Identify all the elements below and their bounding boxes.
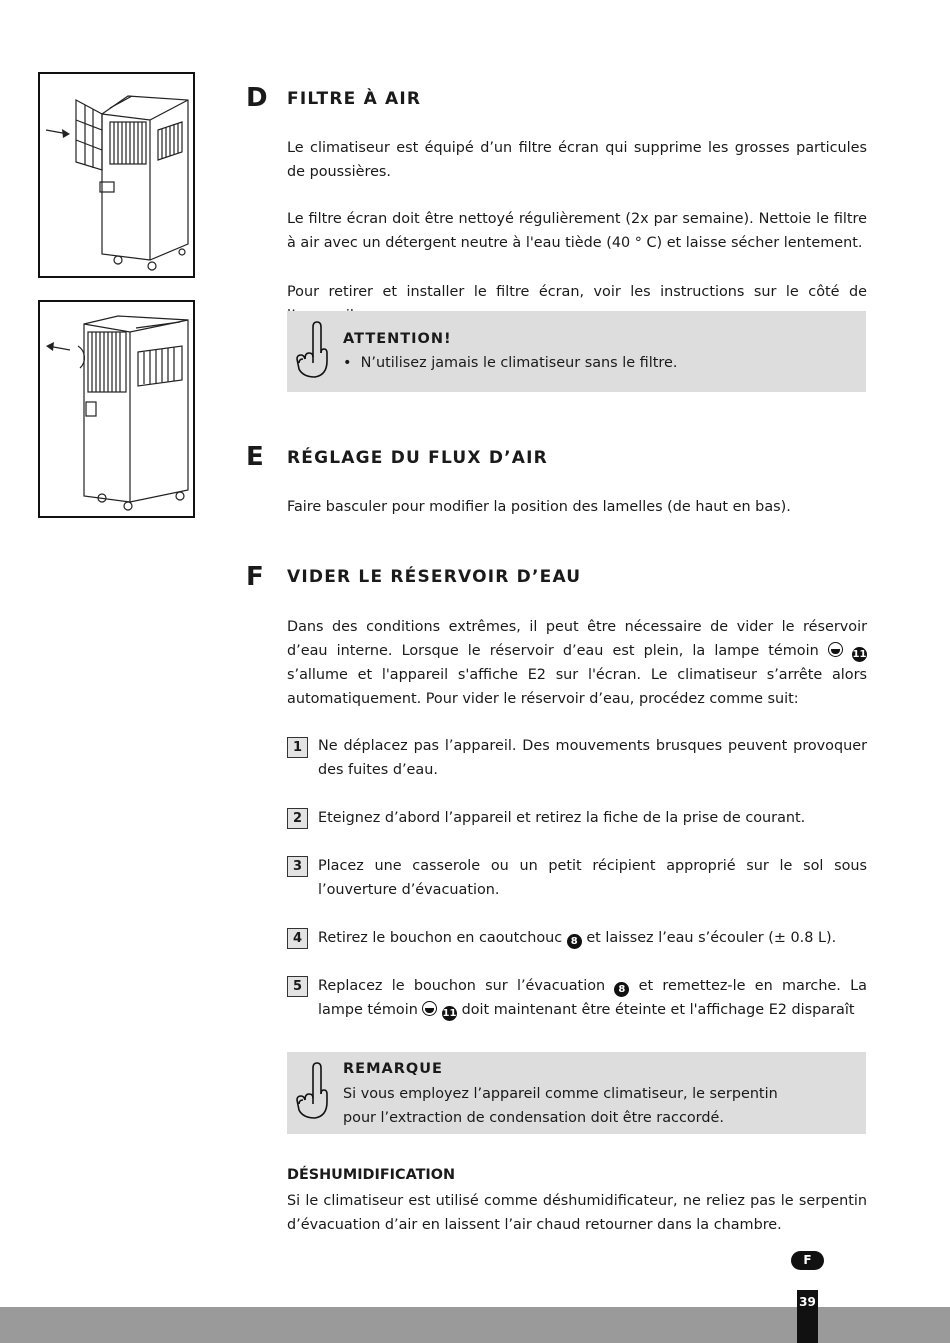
language-badge: F: [791, 1251, 824, 1270]
attention-title: ATTENTION!: [343, 331, 452, 347]
section-letter-f: F: [246, 562, 264, 592]
step-text: Placez une casserole ou un petit récipient approprié sur le sol sous l’ouverture d’évacuation.: [318, 858, 867, 898]
figure-filter-back: [38, 300, 195, 518]
remark-text: Si vous employez l’appareil comme climatiseur, le serpentin pour l’extraction de condensation doit être raccordé.: [343, 1086, 778, 1126]
paragraph-intro: [287, 615, 867, 711]
page-number: 39: [797, 1290, 818, 1343]
reference-number: 8: [614, 982, 629, 997]
section-title-f: VIDER LE RÉSERVOIR D’EAU: [287, 567, 582, 587]
reference-number: 11: [852, 649, 867, 660]
reference-number: 8: [567, 934, 582, 949]
attention-text: N’utilisez jamais le climatiseur sans le filtre.: [360, 355, 678, 371]
step-text-a: Retirez le bouchon en caoutchouc: [318, 930, 563, 946]
reference-number: 11: [442, 1008, 457, 1019]
step-text-b: et remettez-le en marche. La lampe témoin: [318, 978, 867, 1018]
bullet: •: [343, 355, 352, 371]
attention-box: [287, 311, 866, 392]
section-letter-e: E: [246, 442, 264, 472]
remark-box: [287, 1052, 866, 1134]
intro-text-a: Dans des conditions extrêmes, il peut être nécessaire de vider le réservoir d’eau interne. Lorsque le réservoir d’eau est plein, la lampe témoin: [287, 619, 867, 659]
intro-text-b: s’allume et l'appareil s'affiche E2 sur l'écran. Le climatiseur s’arrête alors automatiquement. Pour vider le réservoir d’eau, procédez comme suit:: [287, 667, 867, 707]
remark-title: REMARQUE: [343, 1061, 443, 1077]
step-text: [318, 926, 867, 950]
attention-item: [343, 351, 843, 375]
paragraph: Le filtre écran doit être nettoyé régulièrement (2x par semaine). Nettoie le filtre à air avec un détergent neutre à l'eau tiède (40 ° C) et laisse sécher lentement.: [287, 211, 867, 251]
section-title-e: RÉGLAGE DU FLUX D’AIR: [287, 448, 548, 468]
step-number: 5: [287, 976, 308, 997]
water-tank-lamp-icon: [828, 642, 843, 657]
dehumidification-text: Si le climatiseur est utilisé comme déshumidificateur, ne reliez pas le serpentin d’évacuation d’air en laissent l’air chaud retourner dans la chambre.: [287, 1193, 867, 1233]
paragraph: Pour retirer et installer le filtre écran, voir les instructions sur le côté de: [287, 284, 867, 300]
section-letter-d: D: [246, 83, 268, 113]
pointing-hand-icon: [293, 319, 333, 381]
arrow-icon: [62, 129, 70, 138]
pointing-hand-icon: [293, 1060, 333, 1122]
dehumidification-title: DÉSHUMIDIFICATION: [287, 1167, 456, 1183]
air-conditioner-filter-illustration: [40, 74, 193, 276]
step-number: 3: [287, 856, 308, 877]
step-number: 1: [287, 737, 308, 758]
step-text: Ne déplacez pas l’appareil. Des mouvements brusques peuvent provoquer des fuites d’eau.: [318, 738, 867, 778]
step-text-c: doit maintenant être éteinte et l'affichage E2 disparaît: [461, 1002, 855, 1018]
air-conditioner-back-illustration: [40, 302, 193, 516]
step-number: 4: [287, 928, 308, 949]
step-text-a: Replacez le bouchon sur l’évacuation: [318, 978, 606, 994]
arrow-icon: [46, 342, 54, 351]
paragraph: Le climatiseur est équipé d’un filtre écran qui supprime les grosses particules de poussières.: [287, 140, 867, 180]
water-tank-lamp-icon: [422, 1001, 437, 1016]
step-text-b: et laissez l’eau s’écouler (± 0.8 L).: [586, 930, 837, 946]
figure-filter-removal: [38, 72, 195, 278]
step-text: [318, 974, 867, 1022]
section-title-d: FILTRE À AIR: [287, 89, 422, 109]
step-text: Eteignez d’abord l’appareil et retirez la fiche de la prise de courant.: [318, 810, 806, 826]
paragraph: Faire basculer pour modifier la position des lamelles (de haut en bas).: [287, 499, 791, 515]
step-number: 2: [287, 808, 308, 829]
